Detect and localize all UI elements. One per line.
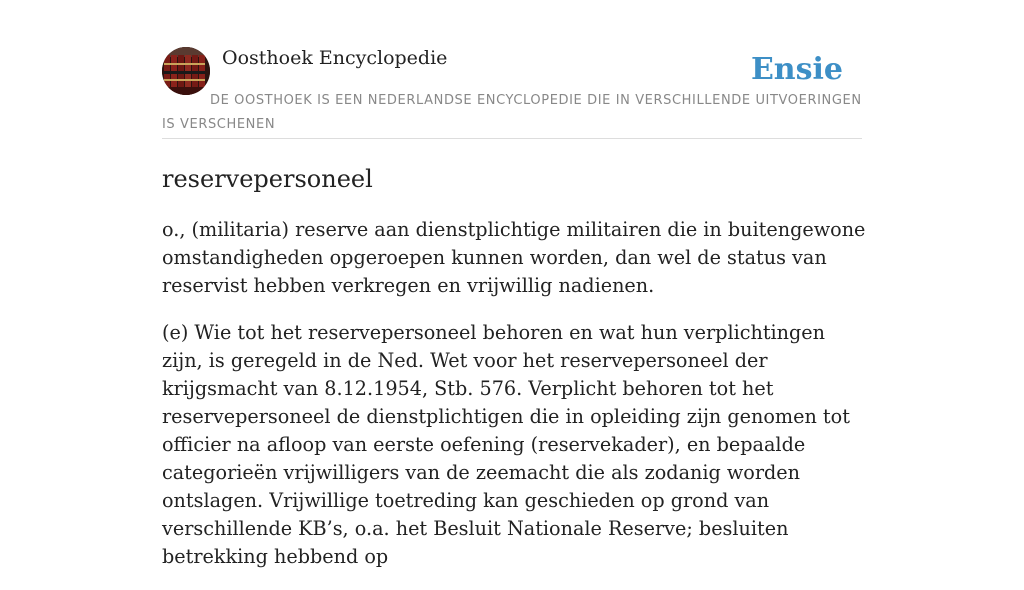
entry-body [162,216,866,590]
encyclopedia-books-icon [162,47,210,95]
entry-paragraph: (e) Wie tot het reservepersoneel behoren en wat hun verplichtingen zijn, is geregeld in de Ned. Wet voor het reservepersoneel der krijgsmacht van 8.12.1954, Stb. 576. Verplicht behoren tot het reservepersoneel de dienstplichtigen die in opleiding zijn genomen tot officier na afloop van eerste oefening (reservekader), en bepaalde categorieën vrijwilligers van de zeemacht die als zodanig worden ontslagen. Vrijwillige toetreding kan geschieden op grond van verschillende KB’s, o.a. het Besluit Nationale Reserve; besluiten betrekking hebbend op [162,321,850,568]
avatar[interactable] [162,47,210,95]
entry-title: reservepersoneel [162,165,373,193]
source-title[interactable]: Oosthoek Encyclopedie [222,47,448,69]
entry-paragraph: o., (militaria) reserve aan dienstplichtige militairen die in buitengewone omstandigheden opgeroepen kunnen worden, dan wel de status van reservist hebben verkregen en vrijwillig nadienen. [162,218,866,297]
brand-logo[interactable]: Ensie [750,52,843,87]
header-divider [162,138,862,139]
source-subtitle: DE OOSTHOEK IS EEN NEDERLANDSE ENCYCLOPEDIE DIE IN VERSCHILLENDE UITVOERINGEN IS VERSCHENEN [162,93,862,132]
